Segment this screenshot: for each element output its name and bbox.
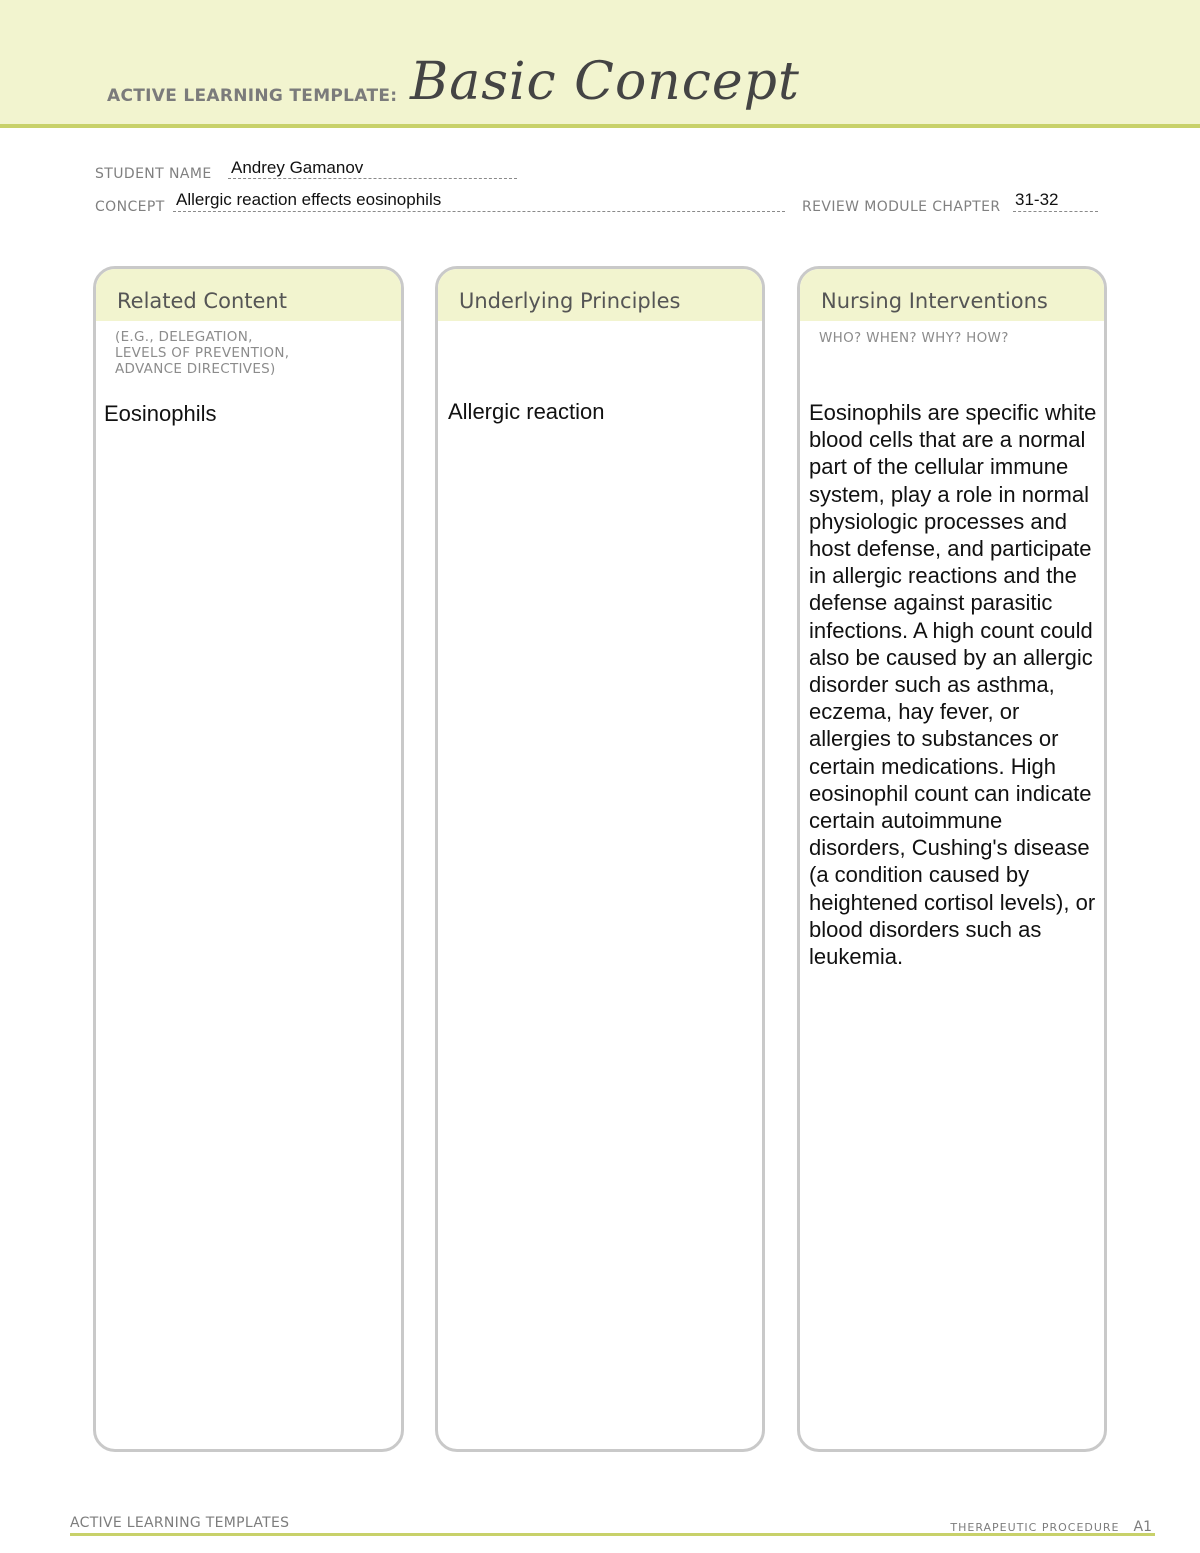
card-body[interactable]: Allergic reaction bbox=[448, 399, 605, 424]
footer-rule bbox=[70, 1533, 1155, 1536]
concept-label: CONCEPT bbox=[95, 199, 165, 215]
footer-left-label: ACTIVE LEARNING TEMPLATES bbox=[70, 1515, 290, 1531]
card-title: Nursing Interventions bbox=[821, 289, 1048, 313]
card-subtitle: (E.G., DELEGATION, LEVELS OF PREVENTION, ADVANCE DIRECTIVES) bbox=[115, 329, 290, 377]
template-title: Basic Concept bbox=[410, 52, 800, 112]
card-title: Related Content bbox=[117, 289, 287, 313]
footer-code: A1 bbox=[1133, 1519, 1152, 1535]
student-name-label: STUDENT NAME bbox=[95, 166, 212, 182]
underlying-principles-card bbox=[435, 266, 765, 1452]
review-module-field[interactable]: 31-32 bbox=[1015, 190, 1059, 209]
concept-field[interactable]: Allergic reaction effects eosinophils bbox=[176, 190, 442, 209]
student-name-field[interactable]: Andrey Gamanov bbox=[231, 158, 364, 177]
nursing-interventions-card bbox=[797, 266, 1107, 1452]
template-label: ACTIVE LEARNING TEMPLATE: bbox=[107, 86, 398, 106]
student-name-line bbox=[228, 178, 517, 179]
related-content-card bbox=[93, 266, 404, 1452]
card-body[interactable]: Eosinophils are specific white blood cells that are a normal part of the cellular immune system, play a role in normal physiologic processes and host defense, and participate in allergic reactions and the defense against parasitic infections. A high count could also be caused by an allergic disorder such as asthma, eczema, hay fever, or allergies to substances or certain medications. High eosinophil count can indicate certain autoimmune disorders, Cushing's disease (a condition caused by heightened cortisol levels), or blood disorders such as leukemia. bbox=[809, 400, 1097, 970]
review-module-label: REVIEW MODULE CHAPTER bbox=[802, 199, 1001, 215]
card-subtitle: WHO? WHEN? WHY? HOW? bbox=[819, 330, 1009, 346]
card-title: Underlying Principles bbox=[459, 289, 681, 313]
footer-procedure: THERAPEUTIC PROCEDURE bbox=[950, 1521, 1120, 1534]
concept-line bbox=[173, 211, 785, 212]
review-module-line bbox=[1013, 211, 1098, 212]
card-body[interactable]: Eosinophils bbox=[104, 401, 217, 426]
